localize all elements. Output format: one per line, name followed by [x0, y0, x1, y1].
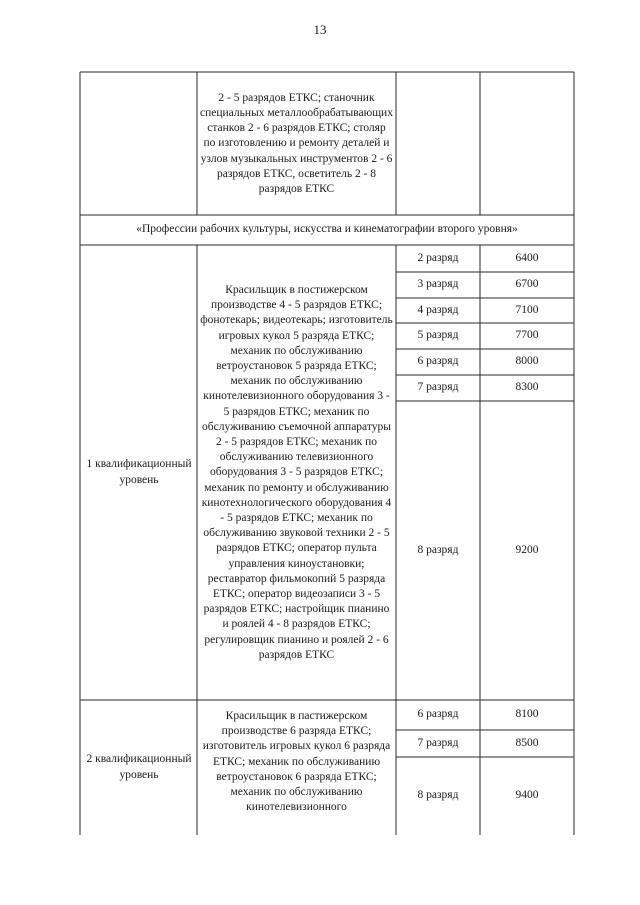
level-1-amount-7: 8300: [515, 381, 539, 394]
level-1-grade-8: 8 разряд: [417, 543, 459, 556]
top-row-professions: 2 - 5 разрядов ЕТКС; станочник специальных металлообрабатывающих станков 2 - 6 разрядов ЕТКС; столяр по изготовлению и ремонту деталей и узлов музыкальных инструментов 2 - 6 разрядов ЕТКС, осветитель 2 - 8 разрядов ЕТКС: [200, 91, 393, 195]
level-1-grade-7: 7 разряд: [417, 381, 459, 394]
level-1-grade-2: 2 разряд: [417, 251, 459, 264]
level-2-grade-8: 8 разряд: [417, 789, 459, 802]
level-2-label: 2 квалификационный уровень: [86, 753, 192, 781]
level-1-amount-6: 8000: [515, 355, 539, 368]
page-number: 13: [313, 22, 327, 37]
level-1-amount-3: 6700: [515, 278, 539, 291]
level-1-grade-3: 3 разряд: [417, 278, 459, 291]
level-1-amount-5: 7700: [515, 329, 539, 342]
level-1-grade-5: 5 разряд: [417, 329, 459, 342]
section-header: «Профессии рабочих культуры, искусства и кинематографии второго уровня»: [136, 223, 518, 236]
level-2-grade-6: 6 разряд: [417, 708, 459, 721]
level-2-professions: Красильщик в пастижерском производстве 6 разряда ЕТКС; изготовитель игровых кукол 6 разряда ЕТКС; механик по обслуживанию ветроустановок 6 разряда ЕТКС; механик по обслуживанию кинотелевизионного: [202, 710, 391, 814]
level-1-label: 1 квалификационный уровень: [86, 458, 192, 486]
level-1-grade-6: 6 разряд: [417, 355, 459, 368]
level-1-amount-8: 9200: [515, 543, 539, 556]
level-2-grade-7: 7 разряд: [417, 736, 459, 749]
level-2-amount-8: 9400: [515, 789, 539, 802]
level-1-grade-4: 4 разряд: [417, 303, 459, 316]
level-1-amount-2: 6400: [515, 251, 539, 264]
level-1-professions: Красильщик в постижерском производстве 4 - 5 разрядов ЕТКС; фонотекарь; видеотекарь; изготовитель игровых кукол 5 разряда ЕТКС; механик по обслуживанию ветроустановок 5 разряда ЕТКС; механик по обслуживанию кинотелевизионного оборудования 3 - 5 разрядов ЕТКС; механик по обслуживанию съемочной аппаратуры 2 - 5 разрядов ЕТКС; механик по обслуживанию телевизионного оборудования 3 - 5 разрядов ЕТКС; механик по ремонту и обслуживанию кинотехнологического оборудования 4 - 5 разрядов ЕТКС; механик по обслуживанию звуковой техники 2 - 5 разрядов ЕТКС; оператор пульта управления киноустановки; реставратор фильмокопий 5 разряда ЕТКС; оператор видеозаписи 3 - 5 разрядов ЕТКС; настройщик пианино и роялей 4 - 8 разрядов ЕТКС; регулировщик пианино и роялей 2 - 6 разрядов ЕТКС: [200, 283, 393, 661]
level-2-amount-6: 8100: [515, 708, 539, 721]
level-1-amount-4: 7100: [515, 303, 539, 316]
level-2-amount-7: 8500: [515, 736, 539, 749]
